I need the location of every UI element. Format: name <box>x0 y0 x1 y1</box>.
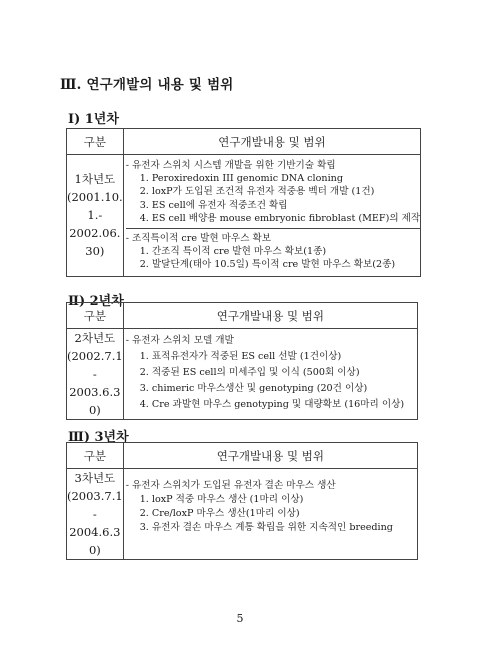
list-item: 1. 간조직 특이적 cre 발현 마우스 확보(1종) <box>139 246 327 258</box>
period-line: (2003.7.1 <box>67 489 123 503</box>
period-line: 1차년도 <box>74 172 116 187</box>
period-line: 2차년도 <box>74 331 116 345</box>
year1-title: Ⅰ) 1년차 <box>68 112 119 127</box>
year3-table <box>66 442 418 560</box>
list-item: 3. ES cell에 유전자 적중조건 확립 <box>139 199 288 211</box>
list-item: 3. 유전자 결손 마우스 계통 확립을 위한 지속적인 breeding <box>139 522 393 533</box>
header-content: 연구개발내용 및 범위 <box>123 129 420 155</box>
block-heading: - 유전자 스위치 모델 개발 <box>125 335 234 346</box>
period-line: - <box>92 507 97 521</box>
list-item: 1. 표적유전자가 적중된 ES cell 선발 (1건이상) <box>139 351 342 362</box>
header-category: 구분 <box>67 443 124 469</box>
content-cell <box>123 155 420 277</box>
content-cell <box>123 329 417 420</box>
list-item: 2. 적중된 ES cell의 미세주입 및 이식 (500회 이상) <box>139 367 360 378</box>
header-content: 연구개발내용 및 범위 <box>123 303 417 329</box>
block-heading: - 유전자 스위치 시스템 개발을 위한 기반기술 확립 <box>125 160 336 171</box>
block-heading: - 유전자 스위치가 도입된 유전자 결손 마우스 생산 <box>125 480 336 491</box>
block-heading: - 조직특이적 cre 발현 마우스 확보 <box>125 233 272 245</box>
content-cell <box>123 469 417 560</box>
year3-title: Ⅲ) 3년차 <box>68 430 129 445</box>
section-title: Ⅲ. 연구개발의 내용 및 범위 <box>60 77 234 93</box>
list-item: 3. chimeric 마우스생산 및 genotyping (20건 이상) <box>139 383 368 394</box>
list-item: 2. Cre/loxP 마우스 생산(1마리 이상) <box>139 508 300 519</box>
period-line: 30) <box>85 244 105 259</box>
list-item: 1. Peroxiredoxin III genomic DNA cloning <box>139 173 343 185</box>
period-line: 0) <box>88 403 101 417</box>
period-line: - <box>92 367 97 381</box>
period-line: 2004.6.3 <box>69 525 121 539</box>
period-line: (2002.7.1 <box>67 349 123 363</box>
header-category: 구분 <box>67 303 124 329</box>
period-line: 3차년도 <box>74 471 116 485</box>
list-item: 4. Cre 과발현 마우스 genotyping 및 대량확보 (16마리 이상) <box>139 399 405 410</box>
list-item: 2. loxP가 도입된 조건적 유전자 적중용 벡터 개발 (1건) <box>139 186 375 198</box>
year2-title: Ⅱ) 2년차 <box>68 294 124 309</box>
period-cell <box>67 155 124 277</box>
period-cell <box>67 469 124 560</box>
content-block <box>126 159 420 225</box>
page-number: 5 <box>236 612 244 625</box>
content-block <box>126 228 420 272</box>
list-item: 1. loxP 적중 마우스 생산 (1마리 이상) <box>139 494 304 505</box>
period-line: (2001.10. <box>67 190 123 205</box>
year2-table <box>66 302 418 420</box>
list-item: 4. ES cell 배양용 mouse embryonic fibroblast (MEF)의 제작 <box>139 212 421 224</box>
header-content: 연구개발내용 및 범위 <box>123 443 417 469</box>
list-item: 2. 발달단계(태아 10.5일) 특이적 cre 발현 마우스 확보(2종) <box>139 259 396 271</box>
header-category: 구분 <box>67 129 124 155</box>
period-line: 0) <box>88 543 101 557</box>
period-line: 2002.06. <box>69 226 121 241</box>
period-cell <box>67 329 124 420</box>
period-line: 1.- <box>87 208 103 223</box>
year1-table <box>66 128 421 277</box>
period-line: 2003.6.3 <box>69 385 121 399</box>
